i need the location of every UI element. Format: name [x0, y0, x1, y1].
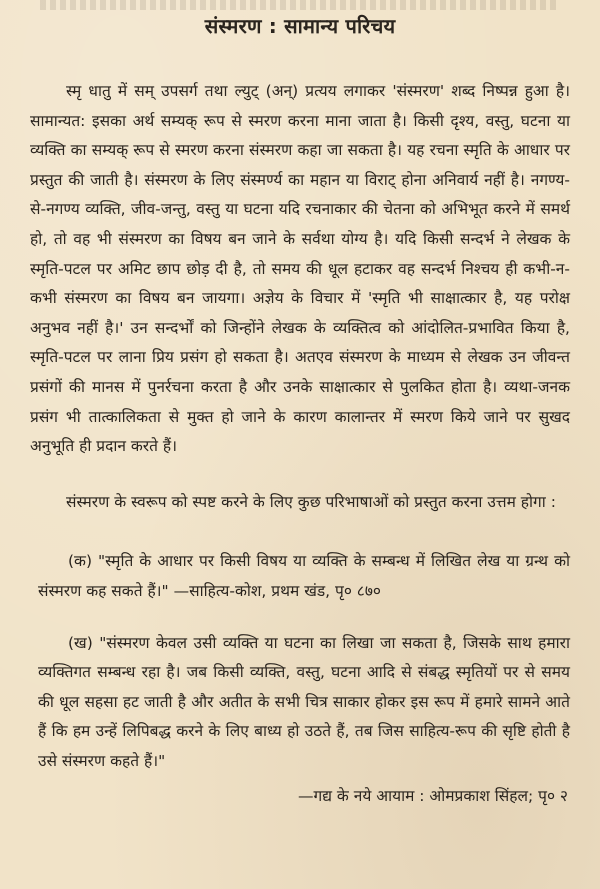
bleed-through-text [40, 0, 560, 10]
chapter-title: संस्मरण : सामान्य परिचय [204, 14, 396, 38]
lead-paragraph: संस्मरण के स्वरूप को स्पष्ट करने के लिए कुछ परिभाषाओं को प्रस्तुत करना उत्तम होगा : [66, 492, 556, 511]
quote-source: —गद्य के नये आयाम : ओमप्रकाश सिंहल; पृ० २ [297, 787, 568, 806]
definition-quote-ka [38, 547, 570, 606]
quote-source: —साहित्य-कोश, प्रथम खंड, पृ० ८७० [173, 581, 381, 600]
quote-marker: (क) [68, 552, 92, 571]
quote-text: "स्मृति के आधार पर किसी विषय या व्यक्ति के सम्बन्ध में लिखित लेख या ग्रन्थ को संस्मरण कह सकते हैं।" [38, 552, 570, 600]
definition-quote-kha [38, 629, 570, 777]
quote-text: "संस्मरण केवल उसी व्यक्ति या घटना का लिखा जा सकता है, जिसके साथ हमारा व्यक्तिगत सम्बन्ध रहा है। जब किसी व्यक्ति, वस्तु, घटना आदि से संबद्ध स्मृतियों पर से समय की धूल सहसा हट जाती है और अतीत के सभी चित्र साकार होकर इस रूप में हमारे सामने आते हैं कि हम उन्हें लिपिबद्ध करने के लिए बाध्य हो उठते हैं, तब जिस साहित्य-रूप की सृष्टि होती है उसे संस्मरण कहते हैं।" [38, 633, 570, 770]
intro-paragraph: स्मृ धातु में सम् उपसर्ग तथा ल्युट् (अन्) प्रत्यय लगाकर 'संस्मरण' शब्द निष्पन्न हुआ है। सामान्यत: इसका अर्थ सम्यक् रूप से स्मरण करना माना जाता है। किसी दृश्य, वस्तु, घटना या व्यक्ति का सम्यक् रूप से स्मरण करना संस्मरण कहा जा सकता है। यह रचना स्मृति के आधार पर प्रस्तुत की जाती है। संस्मरण के लिए संस्मर्ण्य का महान या विराट् होना अनिवार्य नहीं है। नगण्य-से-नगण्य व्यक्ति, जीव-जन्तु, वस्तु या घटना यदि रचनाकार की चेतना को अभिभूत करने में समर्थ हो, तो वह भी संस्मरण का विषय बन जाने के सर्वथा योग्य है। यदि किसी सन्दर्भ ने लेखक के स्मृति-पटल पर अमिट छाप छोड़ दी है, तो समय की धूल हटाकर वह सन्दर्भ निश्चय ही कभी-न-कभी संस्मरण का विषय बन जायगा। अज्ञेय के विचार में 'स्मृति भी साक्षात्कार है, यह परोक्ष अनुभव नहीं है।' उन सन्दर्भों को जिन्होंने लेखक के व्यक्तित्व को आंदोलित-प्रभावित किया है, स्मृति-पटल पर लाना प्रिय प्रसंग हो सकता है। अतएव संस्मरण के माध्यम से लेखक उन जीवन्त प्रसंगों की मानस में पुनर्रचना करता है और उनके साक्षात्कार से पुलकित होता है। व्यथा-जनक प्रसंग भी तात्कालिकता से मुक्त हो जाने के कारण कालान्तर में स्मरण किये जाने पर सुखद अनुभूति ही प्रदान करते हैं। [30, 82, 570, 456]
quote-marker: (ख) [68, 633, 93, 652]
